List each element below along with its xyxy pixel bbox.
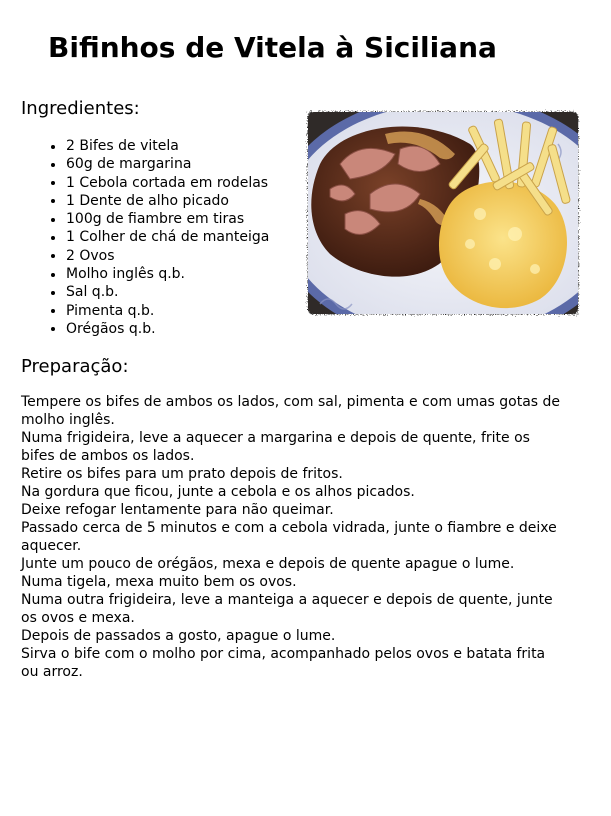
preparation-heading: Preparação: bbox=[21, 356, 129, 377]
bullet-icon bbox=[51, 254, 55, 258]
bullet-icon bbox=[51, 273, 55, 277]
ingredient-text: 1 Colher de chá de manteiga bbox=[66, 229, 270, 246]
list-item bbox=[48, 320, 269, 338]
list-item bbox=[48, 265, 269, 283]
plate-of-food-photo bbox=[300, 104, 586, 322]
ingredient-text: Pimenta q.b. bbox=[66, 302, 155, 319]
preparation-step: Tempere os bifes de ambos os lados, com sal, pimenta e com umas gotas de molho inglês. bbox=[21, 394, 561, 428]
bullet-icon bbox=[51, 199, 55, 203]
ingredient-text: Orégãos q.b. bbox=[66, 320, 156, 337]
bullet-icon bbox=[51, 291, 55, 295]
ingredient-text: 100g de fiambre em tiras bbox=[66, 211, 245, 228]
ingredient-text: 1 Cebola cortada em rodelas bbox=[66, 174, 269, 191]
ingredient-text: 60g de margarina bbox=[66, 156, 192, 173]
list-item bbox=[48, 247, 269, 265]
preparation-step: Deixe refogar lentamente para não queimar. bbox=[21, 502, 334, 518]
ingredient-text: 1 Dente de alho picado bbox=[66, 192, 229, 209]
ingredient-text: Sal q.b. bbox=[66, 284, 119, 301]
bullet-icon bbox=[51, 309, 55, 313]
list-item bbox=[48, 192, 269, 210]
page-title: Bifinhos de Vitela à Siciliana bbox=[48, 31, 497, 64]
ingredient-text: 2 Bifes de vitela bbox=[66, 138, 179, 154]
preparation-step: Junte um pouco de orégãos, mexa e depois de quente apague o lume. bbox=[21, 556, 515, 572]
preparation-step: Numa frigideira, leve a aquecer a margarina e depois de quente, frite os bifes de ambos os lados. bbox=[21, 430, 530, 464]
bullet-icon bbox=[51, 145, 55, 149]
preparation-steps bbox=[21, 393, 561, 681]
list-item bbox=[48, 210, 269, 228]
bullet-icon bbox=[51, 181, 55, 185]
preparation-step: Na gordura que ficou, junte a cebola e os alhos picados. bbox=[21, 484, 415, 500]
ingredient-text: 2 Ovos bbox=[66, 247, 115, 264]
list-item bbox=[48, 174, 269, 192]
preparation-step: Sirva o bife com o molho por cima, acompanhado pelos ovos e batata frita ou arroz. bbox=[21, 646, 546, 680]
preparation-step: Numa tigela, mexa muito bem os ovos. bbox=[21, 574, 297, 590]
recipe-photo bbox=[300, 104, 586, 322]
ingredient-text: Molho inglês q.b. bbox=[66, 266, 185, 283]
ingredients-heading: Ingredientes: bbox=[21, 98, 140, 119]
list-item bbox=[48, 155, 269, 173]
bullet-icon bbox=[51, 163, 55, 167]
bullet-icon bbox=[51, 236, 55, 240]
list-item bbox=[48, 283, 269, 301]
preparation-step: Numa outra frigideira, leve a manteiga a aquecer e depois de quente, junte os ovos e mexa. bbox=[21, 592, 553, 626]
bullet-icon bbox=[51, 327, 55, 331]
preparation-step: Depois de passados a gosto, apague o lume. bbox=[21, 628, 336, 644]
ingredients-list bbox=[48, 137, 269, 338]
preparation-step: Retire os bifes para um prato depois de fritos. bbox=[21, 466, 343, 482]
bullet-icon bbox=[51, 218, 55, 222]
preparation-step: Passado cerca de 5 minutos e com a cebola vidrada, junte o fiambre e deixe aquecer. bbox=[21, 520, 557, 554]
list-item bbox=[48, 228, 269, 246]
list-item bbox=[48, 137, 269, 155]
list-item bbox=[48, 302, 269, 320]
